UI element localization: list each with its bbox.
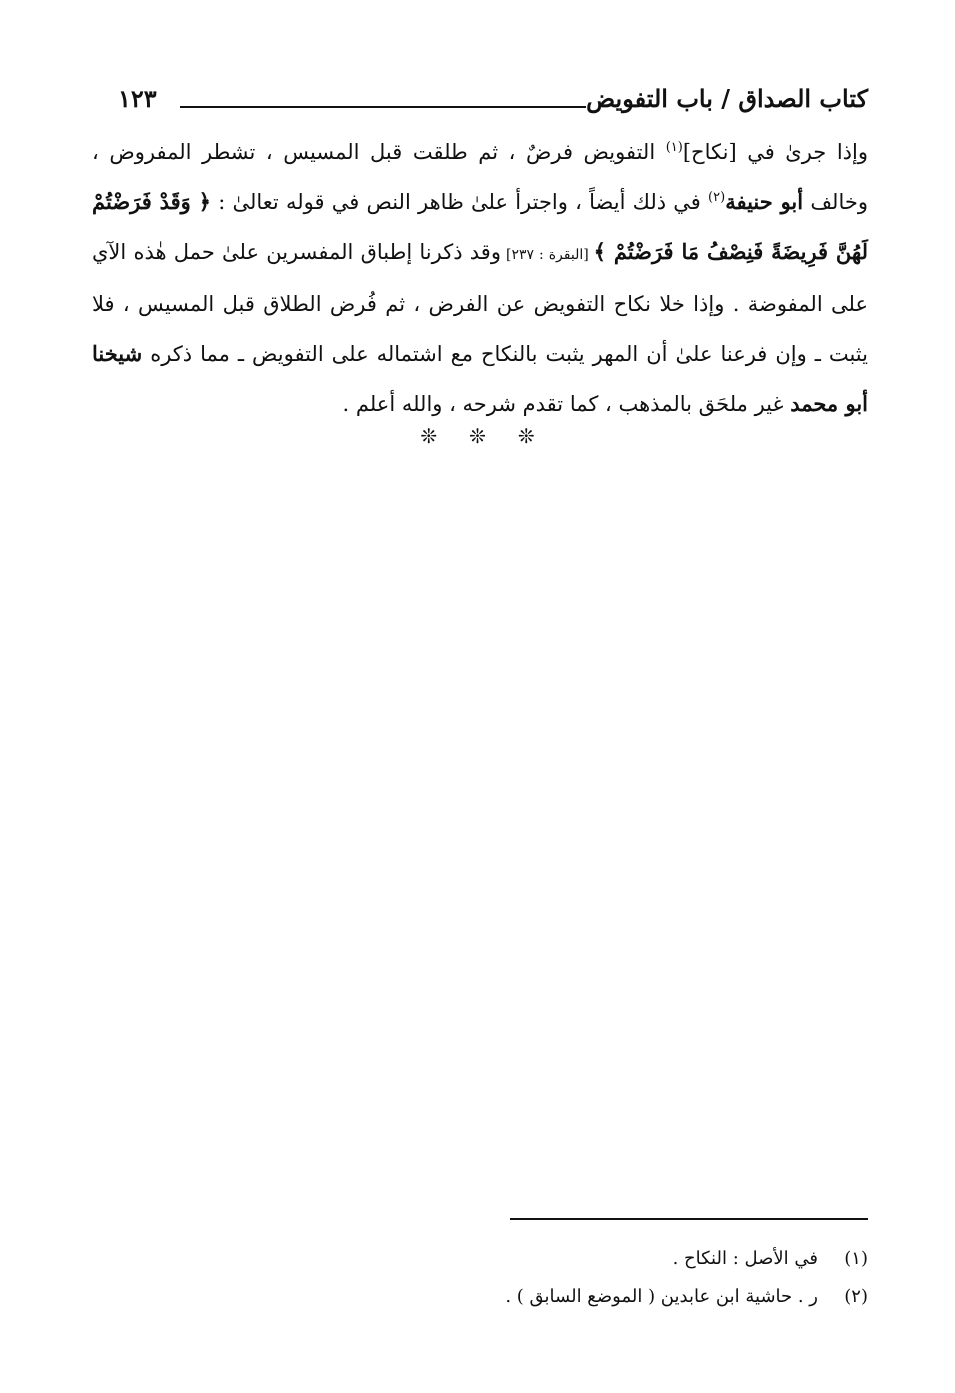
footnote-marker-1: (١) (665, 140, 683, 155)
quran-verse: ﴿ وَقَدْ فَرَضْتُمْ لَهُنَّ فَرِيضَةً فَنِصْفُ مَا فَرَضْتُمْ ﴾ (92, 189, 868, 264)
text-run: التفويض فرضٌ ، ثم طلقت قبل المسيس ، تشطر المفروض ، وخالف (92, 140, 868, 214)
text-run: غير ملحَق بالمذهب ، كما تقدم شرحه ، والله أعلم . (342, 392, 791, 416)
name-shaykh: شيخنا أبو محمد (92, 341, 868, 416)
text-run: وإذا جرىٰ في [نكاح] (682, 140, 868, 164)
name-abu-hanifa: أبو حنيفة (725, 189, 804, 214)
footnote-marker-2: (٢) (708, 190, 726, 205)
running-header (118, 82, 868, 116)
footnote-number: (١) (844, 1248, 868, 1269)
page-number: ١٢٣ (118, 84, 157, 113)
footnote-rule (510, 1218, 868, 1220)
verse-reference: [البقرة : ٢٣٧] (500, 247, 594, 263)
header-rule (180, 106, 586, 108)
footnotes (108, 1240, 868, 1316)
footnote-text: ر . حاشية ابن عابدين ( الموضع السابق ) . (505, 1286, 818, 1307)
star-ornament-icon: ❊ (469, 424, 486, 448)
footnote-item (108, 1240, 868, 1278)
section-separator (0, 424, 955, 448)
chapter-title: كتاب الصداق / باب التفويض (586, 84, 868, 113)
text-run: في ذلك أيضاً ، واجترأ علىٰ ظاهر النص في قوله تعالىٰ : (210, 190, 709, 214)
footnote-text: في الأصل : النكاح . (672, 1248, 818, 1269)
star-ornament-icon: ❊ (420, 424, 438, 448)
footnote-item (108, 1278, 868, 1316)
text-run: وقد ذكرنا إطباق المفسرين علىٰ حمل هٰذه الآي على المفوضة . وإذا خلا نكاح التفويض عن الفرض ، ثم فُرض الطلاق قبل المسيس ، فلا يثبت ـ وإن فرعنا علىٰ أن المهر يثبت بالنكاح مع اشتماله على التفويض ـ مما ذكره (92, 240, 868, 366)
main-text (92, 128, 868, 429)
star-ornament-icon: ❊ (517, 424, 535, 448)
paragraph (92, 128, 868, 429)
footnote-number: (٢) (844, 1286, 868, 1307)
